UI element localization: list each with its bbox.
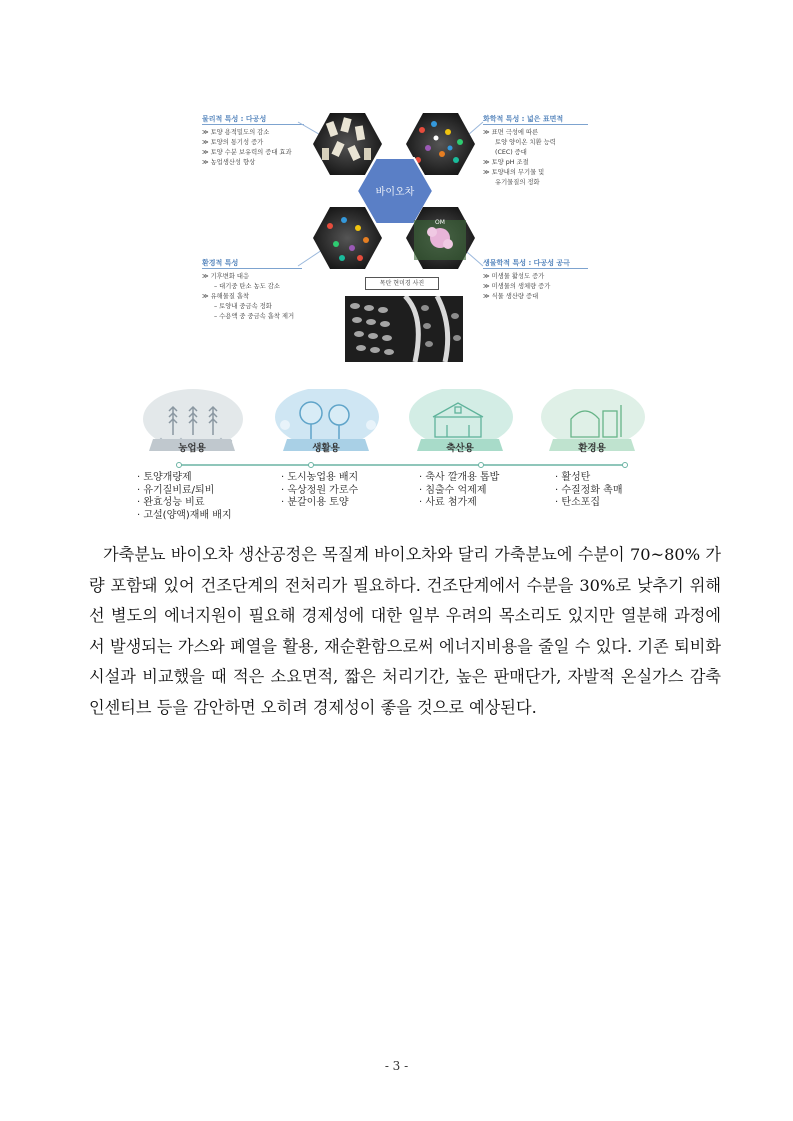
living-tree-icon	[275, 389, 379, 447]
list-item: – 수용액 중 중금속 흡착 제거	[214, 313, 295, 320]
category-label-livestock: 축산용	[446, 443, 474, 454]
timeline-line	[177, 463, 628, 468]
biochar-hexagon-diagram	[310, 108, 480, 274]
list-item: · 도시농업용 배지	[281, 472, 359, 483]
category-label-agriculture: 농업용	[178, 443, 206, 454]
living-uses-list	[281, 472, 358, 510]
uses-illustrations	[135, 389, 663, 471]
list-item: · 축사 깔개용 톱밥	[419, 472, 500, 483]
photo-caption: 목탄 현미경 사진	[365, 277, 439, 290]
list-item: ≫ 토양내의 무기물 및	[483, 169, 545, 176]
list-item: · 사료 첨가제	[419, 497, 477, 508]
list-item: ≫ 유해물질 흡착	[202, 293, 250, 300]
list-item: – 대기중 탄소 농도 감소	[214, 283, 280, 290]
list-item: ≫ 토양 pH 조절	[483, 159, 529, 166]
livestock-barn-icon	[409, 389, 513, 447]
biochar-uses-figure	[135, 389, 663, 523]
list-item: (CEC) 증대	[495, 149, 527, 156]
om-label: OM	[435, 219, 445, 226]
list-item: ≫ 표면 극성에 따른	[483, 129, 539, 136]
physical-property-title: 물리적 특성 : 다공성	[202, 115, 267, 123]
list-item: ≫ 미생물의 생체량 증가	[483, 283, 551, 290]
list-item: · 토양개량제	[137, 472, 192, 483]
list-item: ≫ 토양의 통기성 증가	[202, 139, 264, 146]
livestock-uses-list	[419, 472, 499, 510]
list-item: · 고설(양액)재배 배지	[137, 509, 232, 521]
list-item: ≫ 토양 용적밀도의 감소	[202, 129, 270, 136]
list-item: ≫ 미생물 활성도 증가	[483, 273, 545, 280]
category-label-living: 생활용	[312, 443, 340, 454]
chemical-property-title: 화학적 특성 : 넓은 표면적	[483, 115, 564, 123]
page-number: - 3 -	[384, 1059, 409, 1073]
body-paragraph: 가축분뇨 바이오차 생산공정은 목질계 바이오차와 달리 가축분뇨에 수분이 70~80% 가량 포함돼 있어 건조단계의 전처리가 필요하다. 건조단계에서 수분을 30%로 낮추기 위해선 별도의 에너지원이 필요해 경제성에 대한 일부 우려의 목소리도 있지만 열분해 과정에서 발생되는 가스와 폐열을 활용, 재순환함으로써 에너지비용을 줄일 수 있다. 기존 퇴비화시설과 비교했을 때 적은 소요면적, 짧은 처리기간, 높은 판매단가, 자발적 온실가스 감축 인센티브 등을 감안하면 오히려 경제성이 좋을 것으로 예상된다.	[89, 545, 721, 717]
list-item: · 유기질비료/퇴비	[137, 484, 215, 496]
biological-property-title: 생물학적 특성 : 다공성 공극	[483, 259, 570, 267]
environmental-uses-list	[555, 472, 623, 510]
charcoal-micrograph-image	[345, 296, 463, 362]
list-item: · 완효성능 비료	[137, 497, 205, 508]
list-item: · 옥상정원 가로수	[281, 484, 359, 496]
category-label-environmental: 환경용	[578, 443, 606, 454]
biochar-properties-figure	[198, 108, 592, 366]
list-item: ≫ 농업생산성 향상	[202, 159, 256, 166]
list-item: · 분갈이용 토양	[281, 497, 349, 508]
list-item: · 탄소포집	[555, 497, 600, 508]
environmental-factory-icon	[541, 389, 645, 447]
list-item: ≫ 식물 생산량 증대	[483, 293, 539, 300]
list-item: ≫ 토양 수분 보유력의 증대 효과	[202, 149, 292, 156]
agriculture-uses-list	[137, 472, 232, 522]
list-item: ≫ 기후변화 대응	[202, 273, 250, 280]
list-item: · 침출수 억제제	[419, 484, 487, 496]
environmental-property-title: 환경적 특성	[202, 259, 239, 267]
list-item: – 토양내 중금속 정화	[214, 303, 272, 310]
list-item: · 수질정화 촉매	[555, 484, 623, 496]
list-item: 유기물질의 정화	[495, 179, 540, 186]
list-item: 토양 양이온 치환 능력	[495, 139, 556, 146]
center-label: 바이오차	[375, 187, 415, 198]
list-item: · 활성탄	[555, 472, 591, 483]
